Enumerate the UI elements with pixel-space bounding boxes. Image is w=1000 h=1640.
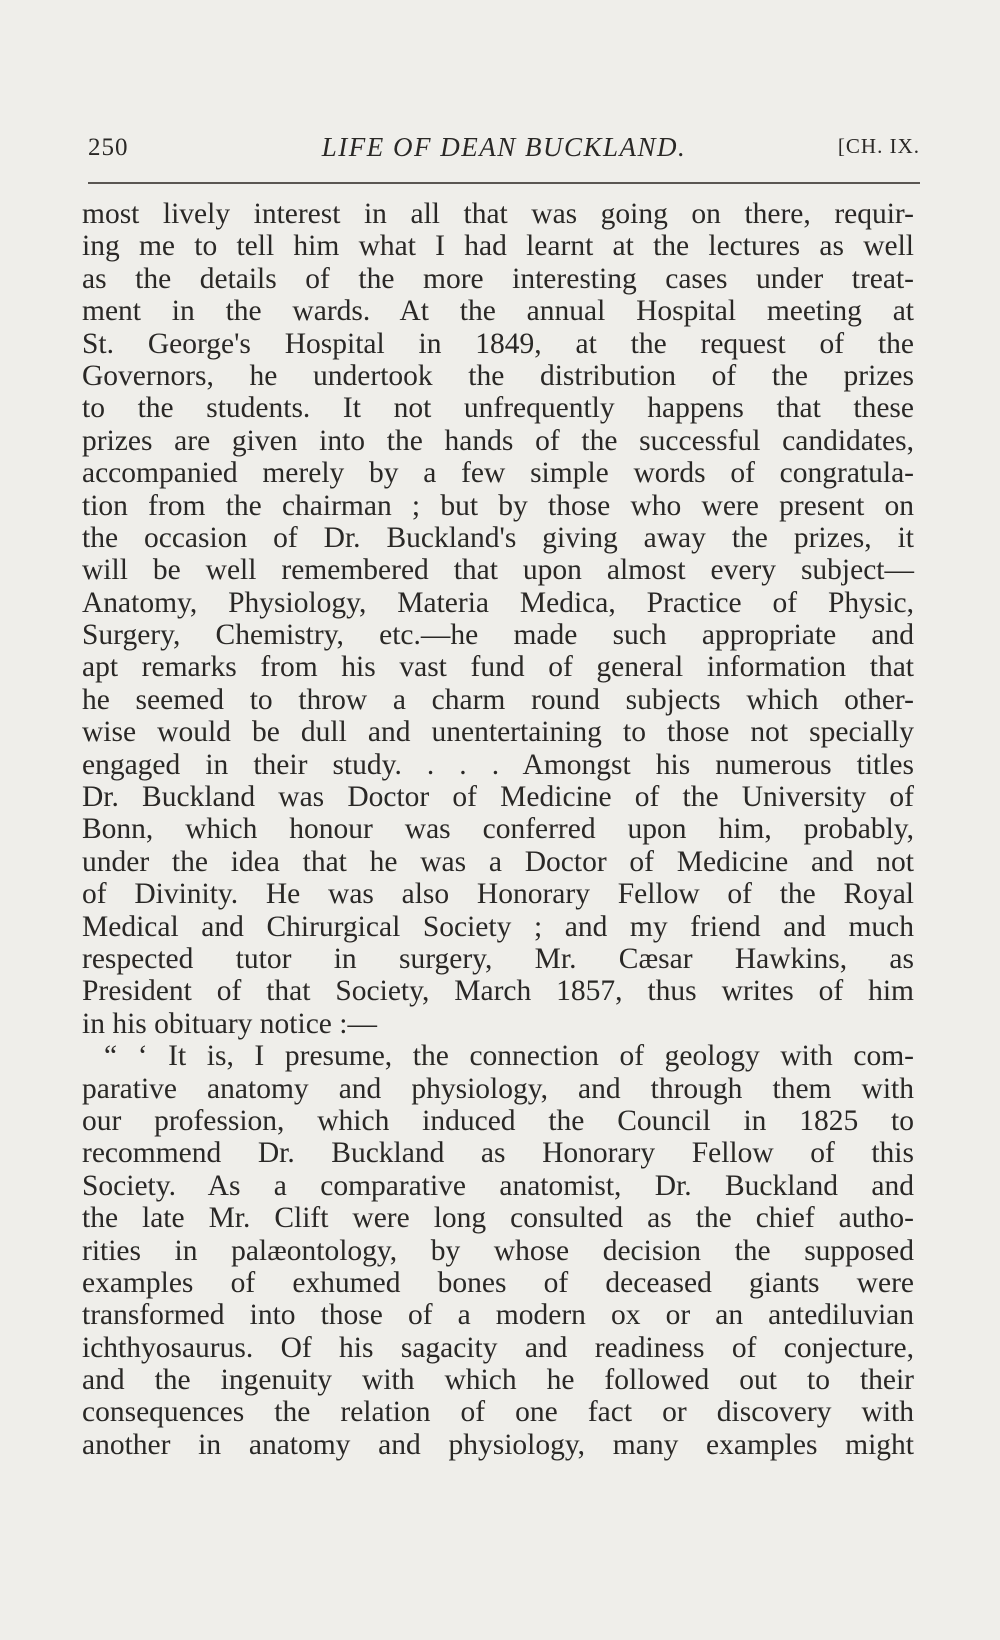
text-line: another in anatomy and physiology, many examples might — [82, 1428, 914, 1461]
text-line: Anatomy, Physiology, Materia Medica, Practice of Physic, — [82, 586, 914, 619]
text-line: the occasion of Dr. Buckland's giving away the prizes, it — [82, 521, 914, 554]
running-title: LIFE OF DEAN BUCKLAND. — [321, 132, 687, 162]
text-line: ichthyosaurus. Of his sagacity and readiness of conjecture, — [82, 1331, 914, 1364]
text-line: consequences the relation of one fact or discovery with — [82, 1396, 914, 1429]
text-line: Society. As a comparative anatomist, Dr. Buckland and — [82, 1169, 914, 1202]
text-line: Bonn, which honour was conferred upon him, probably, — [82, 813, 914, 846]
text-line: transformed into those of a modern ox or an antediluvian — [82, 1299, 914, 1332]
text-line: parative anatomy and physiology, and through them with — [82, 1072, 914, 1105]
text-line: Medical and Chirurgical Society ; and my friend and much — [82, 910, 914, 943]
text-line: President of that Society, March 1857, thus writes of him — [82, 975, 914, 1008]
text-line: our profession, which induced the Council in 1825 to — [82, 1104, 914, 1137]
page-number: 250 — [88, 134, 129, 161]
text-line: the late Mr. Clift were long consulted as the chief autho- — [82, 1202, 914, 1235]
page-header — [88, 128, 920, 168]
text-line: apt remarks from his vast fund of general information that — [82, 651, 914, 684]
text-line: as the details of the more interesting cases under treat- — [82, 262, 914, 295]
text-line: he seemed to throw a charm round subjects which other- — [82, 683, 914, 716]
text-line: “ ‘ It is, I presume, the connection of geology with com- — [104, 1040, 914, 1073]
text-line: tion from the chairman ; but by those who were present on — [82, 489, 914, 522]
text-line: to the students. It not unfrequently happens that these — [82, 392, 914, 425]
text-line: wise would be dull and unentertaining to those not specially — [82, 716, 914, 749]
text-line: examples of exhumed bones of deceased giants were — [82, 1266, 914, 1299]
chapter-reference: [CH. IX. — [837, 134, 920, 158]
text-line: in his obituary notice :— — [82, 1007, 377, 1040]
text-line: will be well remembered that upon almost every subject— — [82, 554, 914, 587]
header-rule — [88, 182, 920, 184]
text-line: engaged in their study. . . . Amongst his numerous titles — [82, 748, 914, 781]
text-line: ing me to tell him what I had learnt at the lectures as well — [82, 230, 914, 263]
text-line: Surgery, Chemistry, etc.—he made such appropriate and — [82, 619, 914, 652]
text-line: rities in palæontology, by whose decision the supposed — [82, 1234, 914, 1267]
text-line: Governors, he undertook the distribution of the prizes — [82, 359, 914, 392]
text-line: prizes are given into the hands of the successful candidates, — [82, 424, 914, 457]
body-text — [82, 198, 914, 1461]
text-line: under the idea that he was a Doctor of Medicine and not — [82, 845, 914, 878]
text-line: most lively interest in all that was going on there, requir- — [82, 198, 914, 230]
text-line: accompanied merely by a few simple words of congratula- — [82, 457, 914, 490]
text-line: St. George's Hospital in 1849, at the request of the — [82, 327, 914, 360]
text-line: of Divinity. He was also Honorary Fellow of the Royal — [82, 878, 914, 911]
text-line: and the ingenuity with which he followed out to their — [82, 1364, 914, 1397]
text-line: respected tutor in surgery, Mr. Cæsar Hawkins, as — [82, 942, 914, 975]
text-line: ment in the wards. At the annual Hospital meeting at — [82, 295, 914, 328]
text-line: Dr. Buckland was Doctor of Medicine of the University of — [82, 781, 914, 814]
text-line: recommend Dr. Buckland as Honorary Fellow of this — [82, 1137, 914, 1170]
